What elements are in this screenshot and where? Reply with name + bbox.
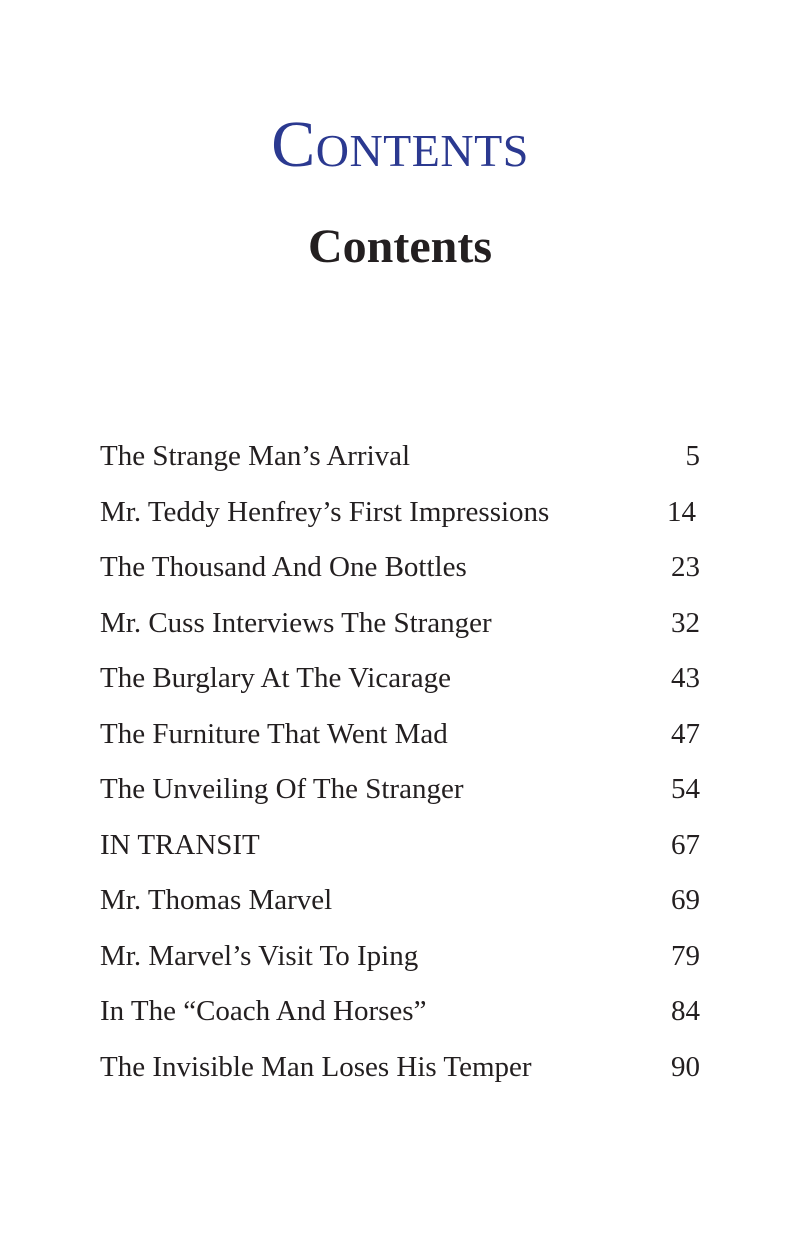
toc-entry-title[interactable]: Mr. Thomas Marvel [100, 884, 333, 916]
toc-entry-page: 23 [671, 551, 700, 583]
toc-entry-title[interactable]: Mr. Cuss Interviews The Stranger [100, 606, 492, 639]
toc-entry-title[interactable]: The Burglary At The Vicarage [100, 662, 451, 694]
page-heading-smallcaps: Contents [271, 108, 529, 181]
toc-entry-title[interactable]: Mr. Marvel’s Visit To Iping [100, 939, 419, 972]
toc-entry-page: 84 [671, 995, 700, 1027]
toc-entry-page: 5 [685, 440, 700, 472]
toc-entry-page: 54 [671, 773, 700, 805]
toc-entry-page: 14 [667, 495, 696, 528]
toc-entry-title[interactable]: The Strange Man’s Arrival [100, 440, 411, 472]
toc-entry-page: 69 [671, 884, 700, 916]
toc-entry-page: 43 [671, 662, 700, 694]
toc-entry-title[interactable]: The Invisible Man Loses His Temper [100, 1050, 532, 1083]
toc-entry-page: 90 [671, 1050, 700, 1083]
toc-entry[interactable] [100, 929, 700, 985]
toc-entry[interactable] [100, 1040, 700, 1096]
toc-entry[interactable] [100, 429, 700, 485]
page-title: Contents [307, 220, 492, 273]
toc-entry[interactable] [100, 984, 700, 1040]
toc-entry-title[interactable]: Mr. Teddy Henfrey’s First Impressions [100, 495, 550, 528]
toc-entry[interactable] [100, 762, 700, 818]
toc-entry-title[interactable]: The Thousand And One Bottles [100, 551, 467, 583]
toc-entry-page: 79 [671, 939, 700, 972]
table-of-contents [100, 429, 700, 1095]
toc-entry[interactable] [100, 651, 700, 707]
toc-entry[interactable] [100, 485, 700, 541]
toc-entry-page: 47 [671, 717, 700, 750]
toc-entry[interactable] [100, 540, 700, 596]
toc-entry-title[interactable]: In The “Coach And Horses” [100, 995, 427, 1027]
toc-entry[interactable] [100, 873, 700, 929]
toc-entry-title[interactable]: The Furniture That Went Mad [100, 717, 448, 750]
toc-entry-title[interactable]: The Unveiling Of The Stranger [100, 773, 464, 805]
toc-entry[interactable] [100, 707, 700, 763]
toc-entry-page: 32 [671, 606, 700, 639]
toc-entry[interactable] [100, 818, 700, 874]
toc-entry[interactable] [100, 596, 700, 652]
toc-entry-title[interactable]: IN TRANSIT [100, 828, 260, 861]
toc-entry-page: 67 [671, 828, 700, 861]
